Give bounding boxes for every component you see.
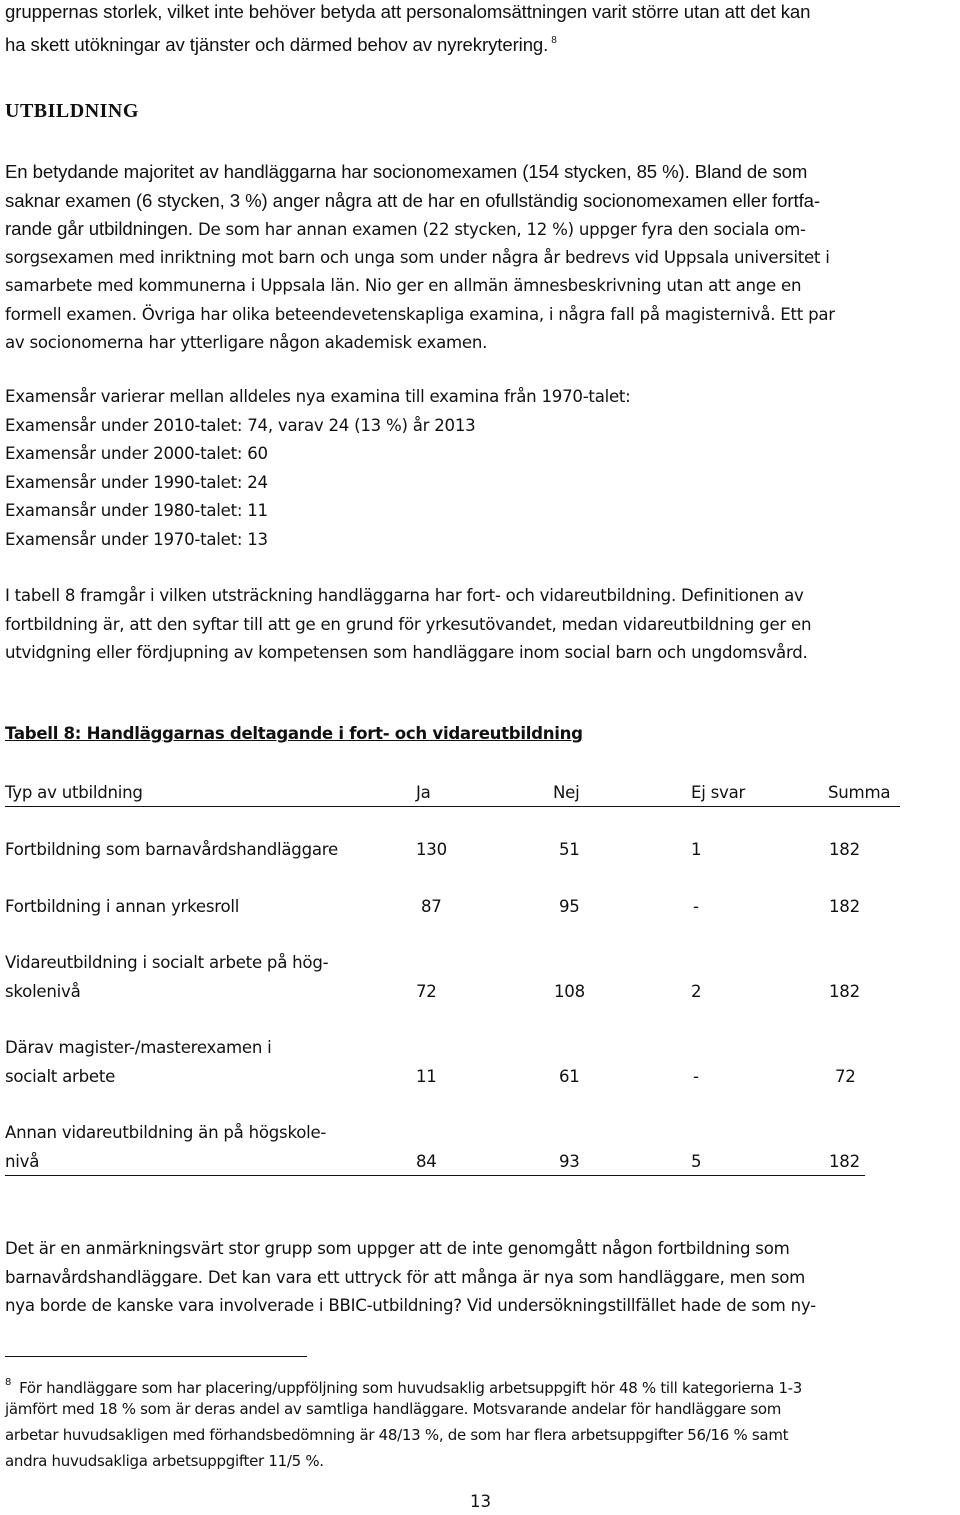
text-segment: rande går utbildningen. (5, 218, 193, 239)
cell-summa: 182 (829, 840, 860, 859)
education-paragraph (5, 158, 960, 358)
text-line: sorgsexamen med inriktning mot barn och unga som under några år bedrevs vid Uppsala universitet i (5, 247, 830, 267)
column-header: Typ av utbildning (5, 783, 143, 802)
text-line-content: ha skett utökningar av tjänster och därmed behov av nyrekrytering. (5, 33, 549, 55)
row-label: Fortbildning i annan yrkesroll (5, 897, 240, 916)
text-segment: De som har annan examen (22 stycken, 12 %) uppger fyra den sociala om- (192, 220, 806, 239)
column-header: Nej (553, 783, 580, 802)
text-line (5, 27, 960, 56)
footnote-text: För handläggare som har placering/uppföljning som huvudsaklig arbetsuppgift hör 48 % till kategorierna 1-3 (19, 1379, 803, 1397)
cell-ej-svar: 2 (691, 982, 702, 1001)
cell-nej: 61 (559, 1067, 580, 1086)
footnote-line: andra huvudsakliga arbetsuppgifter 11/5 %. (5, 1452, 324, 1470)
text-line: En betydande majoritet av handläggarna har socionomexamen (154 stycken, 85 %). Bland de som (5, 161, 808, 182)
cell-ja: 72 (416, 982, 437, 1001)
column-header: Ej svar (691, 783, 746, 802)
footnote-line: arbetar huvudsakligen med förhandsbedömning är 48/13 %, de som har flera arbetsuppgifter 56/16 % samt (5, 1426, 789, 1444)
cell-ej-svar: - (693, 897, 699, 916)
text-line: Examansår under 1980-talet: 11 (5, 501, 268, 520)
row-label: Fortbildning som barnavårdshandläggare (5, 840, 338, 859)
discussion-paragraph (5, 1235, 960, 1321)
text-line: I tabell 8 framgår i vilken utsträckning handläggarna har fort- och vidareutbildning. Definitionen av (5, 586, 804, 605)
text-line: Det är en anmärkningsvärt stor grupp som uppger att de inte genomgått någon fortbildning som (5, 1239, 790, 1258)
column-header: Ja (416, 783, 431, 802)
footnote-separator (5, 1356, 307, 1357)
row-label: nivå (5, 1152, 40, 1171)
exam-years-paragraph (5, 383, 960, 554)
text-line: saknar examen (6 stycken, 3 %) anger några att de har en ofullständig socionomexamen eller fortfa- (5, 189, 820, 211)
page-number: 13 (470, 1492, 492, 1511)
cell-summa: 72 (835, 1067, 856, 1086)
cell-ej-svar: 1 (691, 840, 702, 859)
text-line: utvidgning eller fördjupning av kompetensen som handläggare inom social barn och ungdomsvård. (5, 643, 808, 662)
cell-summa: 182 (829, 1152, 860, 1171)
text-line: Examensår under 2000-talet: 60 (5, 444, 268, 463)
text-line (5, 215, 960, 244)
text-line: gruppernas storlek, vilket inte behöver betyda att personalomsättningen varit större utan att det kan (5, 1, 811, 22)
cell-nej: 93 (559, 1152, 580, 1171)
text-line: Examensår varierar mellan alldeles nya examina till examina från 1970-talet: (5, 387, 631, 406)
text-line: av socionomerna har ytterligare någon akademisk examen. (5, 333, 488, 352)
text-line: samarbete med kommunerna i Uppsala län. Nio ger en allmän ämnesbeskrivning utan att ange en (5, 276, 802, 295)
row-label: Därav magister-/masterexamen i (5, 1038, 272, 1057)
cell-summa: 182 (829, 982, 860, 1001)
table-title: Tabell 8: Handläggarnas deltagande i fort- och vidareutbildning (5, 724, 583, 743)
table-bottom-rule (5, 1175, 865, 1176)
table-header-rule (5, 806, 900, 807)
footnote-mark: 8 (5, 1377, 12, 1388)
text-line: Examensår under 1990-talet: 24 (5, 472, 268, 492)
section-heading: UTBILDNING (5, 100, 139, 122)
intro-paragraph (5, 0, 960, 55)
footnote-reference[interactable]: 8 (551, 34, 557, 46)
cell-ej-svar: 5 (691, 1152, 702, 1171)
row-label: skolenivå (5, 982, 81, 1001)
text-line: formell examen. Övriga har olika beteendevetenskapliga examina, i några fall på magisternivå. Ett par (5, 304, 835, 324)
cell-ja: 84 (416, 1152, 437, 1171)
text-line: barnavårdshandläggare. Det kan vara ett uttryck för att många är nya som handläggare, men som (5, 1267, 806, 1287)
text-line: Examensår under 2010-talet: 74, varav 24 (13 %) år 2013 (5, 415, 476, 435)
cell-ja: 11 (416, 1067, 437, 1086)
text-line: fortbildning är, att den syftar till att ge en grund för yrkesutövandet, medan vidareutbildning ger en (5, 614, 812, 634)
cell-ja: 87 (421, 897, 442, 916)
footnote-line (5, 1370, 955, 1396)
row-label: Annan vidareutbildning än på högskole- (5, 1123, 327, 1142)
row-label: Vidareutbildning i socialt arbete på hög- (5, 953, 329, 972)
footnote-line: jämfört med 18 % som är deras andel av samtliga handläggare. Motsvarande andelar för handläggare som (5, 1400, 782, 1418)
column-header: Summa (828, 783, 891, 802)
cell-ja: 130 (416, 840, 447, 859)
row-label: socialt arbete (5, 1067, 116, 1086)
text-line: nya borde de kanske vara involverade i BBIC-utbildning? Vid undersökningstillfället hade de som ny- (5, 1296, 816, 1315)
cell-nej: 108 (554, 982, 585, 1001)
cell-nej: 51 (559, 840, 580, 859)
cell-summa: 182 (829, 897, 860, 916)
cell-nej: 95 (559, 897, 580, 916)
table-intro-paragraph (5, 582, 960, 668)
cell-ej-svar: - (693, 1067, 699, 1086)
text-line: Examensår under 1970-talet: 13 (5, 529, 268, 549)
footnote (5, 1370, 955, 1474)
